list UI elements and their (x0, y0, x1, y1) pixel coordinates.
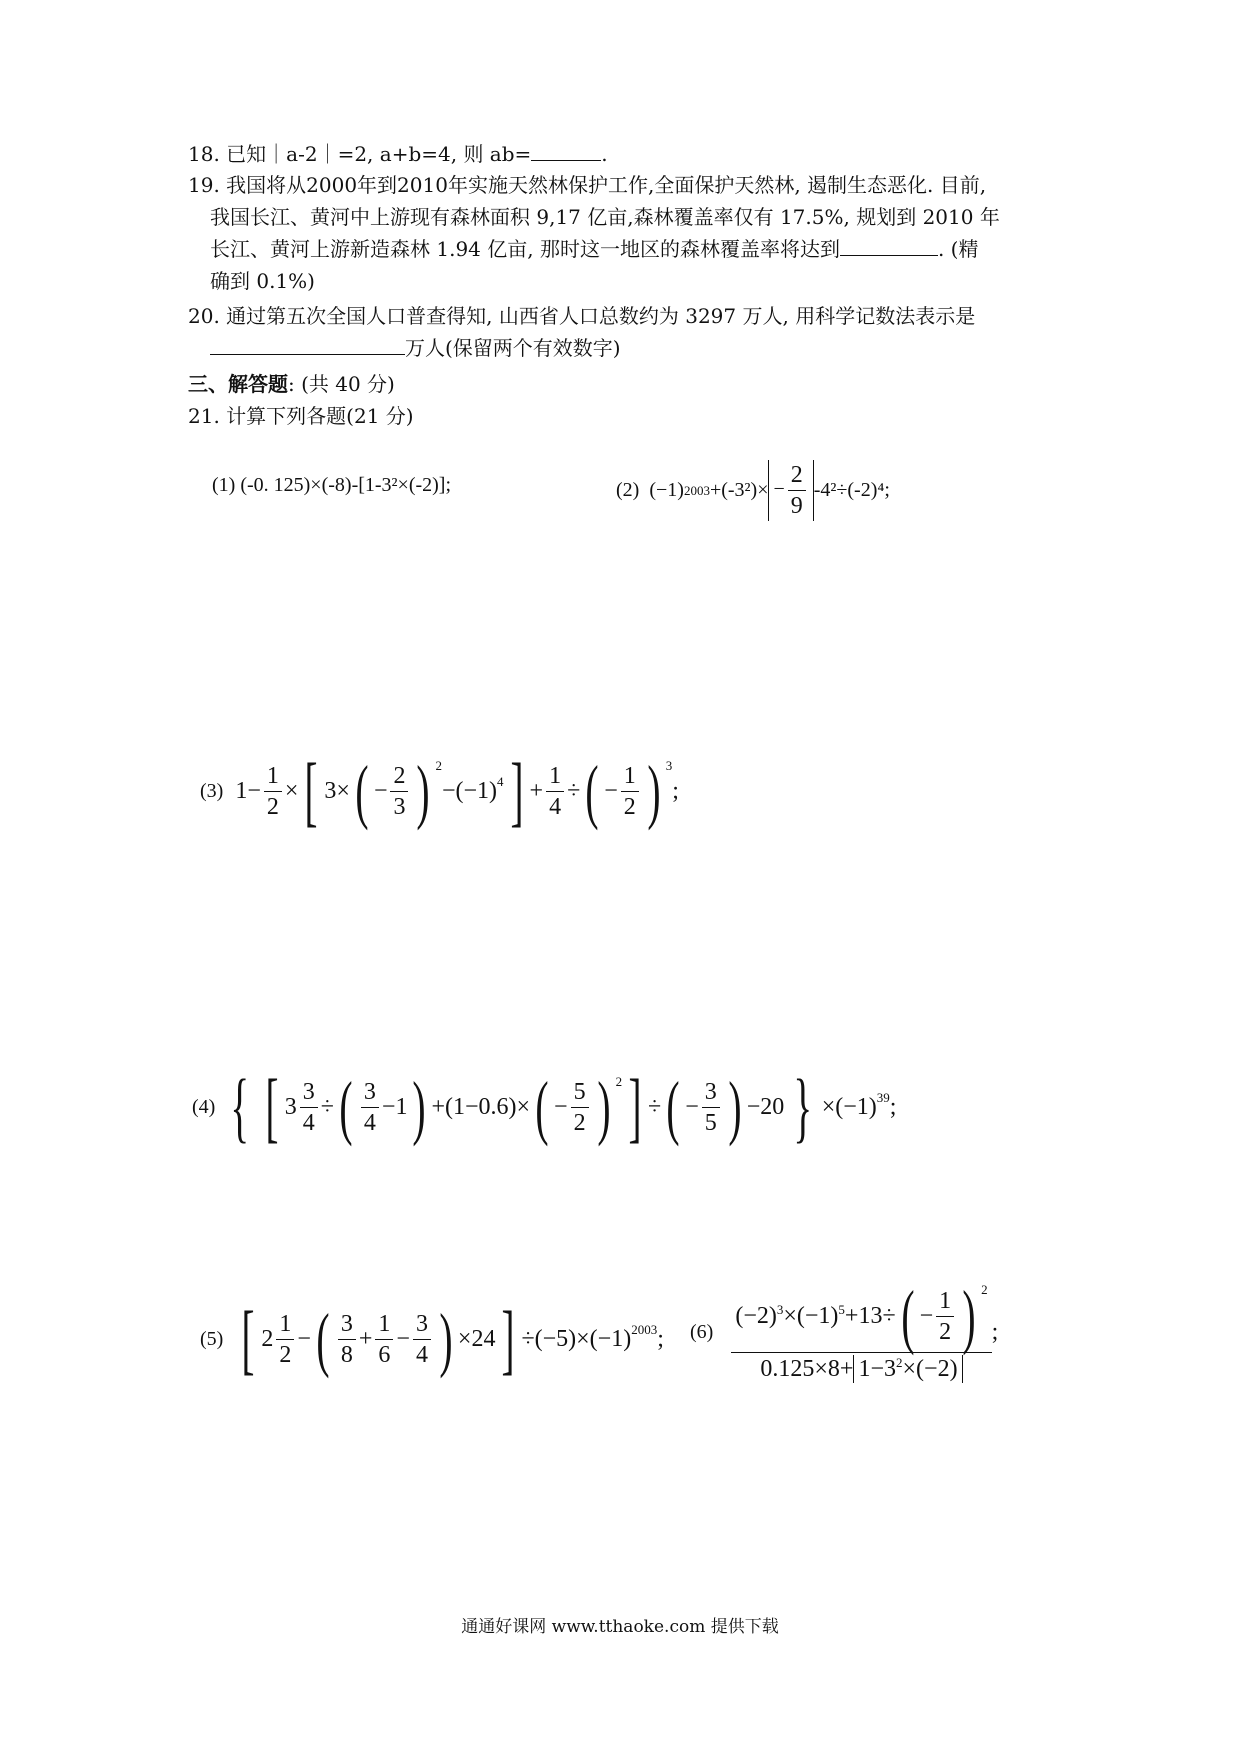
frac-num: 5 (571, 1077, 589, 1108)
problem-3-inner-1: 3× (324, 777, 350, 804)
exponent: 2 (896, 1355, 903, 1370)
left-paren: ( (901, 1276, 915, 1356)
problem-2-part-a: (−1) (649, 479, 684, 501)
exponent: 2003 (631, 1322, 658, 1337)
divide-sign: ÷ (567, 777, 581, 804)
left-bracket: [ (304, 747, 318, 834)
frac-num: 3 (702, 1077, 720, 1108)
q18-text: 18. 已知｜a-2｜=2, a+b=4, 则 ab= (188, 142, 532, 166)
minus-sign: − (396, 1325, 410, 1352)
left-brace: { (230, 1063, 250, 1150)
q18-end: . (601, 142, 608, 166)
problem-1-label: (1) (212, 474, 236, 496)
problem-4-tail: ×(−1) (821, 1093, 877, 1120)
numerator-part-a: (−2) (735, 1302, 777, 1329)
right-paren: ) (416, 751, 431, 831)
problem-1 (212, 474, 451, 497)
q19-line3-end: . (精 (937, 237, 979, 261)
frac-den: 2 (266, 793, 279, 820)
problem-3-label: (3) (200, 779, 224, 802)
big-fraction-numerator: (−2) $^3$ ×(−1) $^5$ +13÷ ( − $\frac{1}{2}$ ) $^2$ (731, 1280, 991, 1353)
exponent: 3 (665, 758, 673, 773)
problem-2 (616, 460, 890, 521)
problem-1-expr: (-0. 125)×(-8)-[1-3²×(-2)]; (240, 474, 452, 496)
frac-den: 4 (549, 793, 562, 820)
numerator-part-c: +13÷ (844, 1302, 896, 1329)
minus-twenty: −20 (746, 1093, 785, 1120)
problem-2-label: (2) (616, 479, 640, 501)
left-paren: ( (316, 1299, 330, 1379)
frac-den: 3 (393, 793, 406, 820)
page-footer: 通通好课网 www.tthaoke.com 提供下载 (461, 1617, 779, 1637)
right-paren: ) (728, 1067, 742, 1147)
q19-line4: 确到 0.1%) (210, 269, 315, 293)
right-paren: ) (962, 1276, 976, 1356)
exponent: 2 (615, 1074, 623, 1089)
right-paren: ) (439, 1299, 453, 1379)
right-paren: ) (412, 1067, 427, 1147)
frac-num: 1 (375, 1309, 393, 1340)
left-paren: ( (535, 1067, 549, 1147)
frac-num: 1 (936, 1286, 954, 1317)
right-bracket: ] (510, 747, 524, 834)
problem-6-label: (6) (690, 1321, 714, 1343)
bracket-group (853, 1355, 962, 1383)
right-brace: } (793, 1063, 813, 1150)
exponent: 2 (981, 1282, 988, 1297)
left-bracket: [ (241, 1295, 255, 1382)
frac-num: 3 (413, 1309, 431, 1340)
frac-num: 1 (546, 761, 564, 792)
right-bracket: ] (501, 1295, 515, 1382)
frac-den: 5 (704, 1109, 717, 1136)
question-21-title: 21. 计算下列各题(21 分) (188, 404, 414, 428)
q20-line1: 20. 通过第五次全国人口普查得知, 山西省人口总数约为 3297 万人, 用科学记数法表示是 (188, 304, 976, 328)
problem-5-label: (5) (200, 1327, 224, 1350)
frac-num: 1 (264, 761, 282, 792)
big-fraction (731, 1276, 991, 1385)
problem-2-part-b: +(-3²)× (709, 479, 769, 501)
minus-sign: − (297, 1325, 311, 1352)
q19-line2: 我国长江、黄河中上游现有森林面积 9,17 亿亩,森林覆盖率仅有 17.5%, 规划到 2010 年 (210, 205, 1000, 229)
exponent: 5 (838, 1302, 845, 1317)
section-3-heading (188, 368, 395, 400)
frac-den: 4 (415, 1341, 428, 1368)
frac-num: 1 (621, 761, 639, 792)
section-3-title: 三、解答题 (188, 372, 288, 396)
frac-num: 3 (300, 1077, 318, 1108)
exponent: 39 (876, 1090, 890, 1105)
frac-num: 3 (361, 1077, 379, 1108)
exponent: 3 (776, 1302, 784, 1317)
left-bracket: [ (265, 1063, 279, 1150)
q19-answer-blank (840, 233, 938, 256)
right-paren: ) (596, 1067, 611, 1147)
exponent: 4 (497, 774, 504, 789)
frac-den: 2 (623, 793, 636, 820)
q20-line2-text: 万人(保留两个有效数字) (405, 336, 621, 360)
q19-line1: 19. 我国将从2000年到2010年实施天然林保护工作,全面保护天然林, 遏制生态恶化. 目前, (188, 173, 987, 197)
problem-4-mid: +(1−0.6)× (431, 1093, 531, 1120)
exponent: 2 (435, 758, 442, 773)
right-bracket: ] (628, 1063, 642, 1150)
denominator-part-c: ×(−2) (902, 1356, 958, 1382)
times-sign: × (284, 777, 299, 804)
plus-sign: + (358, 1325, 373, 1352)
frac-den: 2 (573, 1109, 586, 1136)
problem-5-tail: ÷(−5)×(−1) (521, 1325, 632, 1352)
problem-4: (4) { [ 3 $\frac{3}{4}$ ÷ ( $\frac{3}{4}$ −1 ) +(1−0.6)× ( − $\frac{5}{2}$ ) $^2$ ] ÷ ( − $\frac{3}{5}$ ) −20 } ×(−1) $^{39}$ ; (192, 1063, 897, 1150)
section-3-score: : (共 40 分) (288, 372, 395, 396)
problem-6 (690, 1276, 999, 1385)
plus-sign: + (529, 777, 544, 804)
frac-den: 2 (279, 1341, 292, 1368)
times-24: ×24 (457, 1325, 496, 1352)
q18-answer-blank (531, 138, 601, 161)
left-paren: ( (355, 751, 369, 831)
left-paren: ( (666, 1067, 680, 1147)
problem-5 (200, 1295, 664, 1382)
numerator-part-b: ×(−1) (783, 1302, 839, 1329)
frac-den: 4 (302, 1109, 315, 1136)
frac-num: 2 (788, 460, 806, 491)
frac-den: 4 (363, 1109, 376, 1136)
big-fraction-denominator (756, 1353, 966, 1385)
mixed-whole: 2 (261, 1325, 274, 1352)
left-paren: ( (585, 751, 599, 831)
problem-4-label: (4) (192, 1095, 216, 1118)
problem-3-lead: 1− (235, 777, 261, 804)
frac-den: 8 (340, 1341, 353, 1368)
frac-num: 1 (276, 1309, 294, 1340)
q20-answer-blank (210, 332, 405, 355)
semicolon: ; (672, 777, 679, 804)
minus-one: −1 (381, 1093, 408, 1120)
problem-2-part-c: -4²÷(-2)⁴; (813, 479, 890, 501)
frac-den: 2 (939, 1318, 952, 1345)
frac-num: 3 (338, 1309, 356, 1340)
q19-line3-text: 长江、黄河上游新造森林 1.94 亿亩, 那时这一地区的森林覆盖率将达到 (210, 237, 840, 261)
mixed-whole: 3 (284, 1093, 297, 1120)
denominator-part-a: 0.125×8+ (760, 1355, 854, 1382)
problem-2-exp-a: 2003 (683, 482, 710, 498)
semicolon: ; (657, 1325, 664, 1352)
abs-value-bars: − $\frac{2}{9}$ (768, 460, 813, 521)
problem-3: (3) 1− $\frac{1}{2}$ × [ 3× ( − $\frac{2}{3}$ ) $^2$ −(−1) $^4$ ] + $\frac{1}{4}$ ÷ ( − $\frac{1}{2}$ ) $^3$ ; (200, 747, 679, 834)
semicolon: ; (889, 1093, 897, 1120)
frac-den: 9 (790, 493, 803, 519)
problem-3-inner-2: −(−1) (441, 777, 498, 804)
denominator-part-b: 1−3 (858, 1356, 897, 1382)
frac-num: 2 (390, 761, 408, 792)
q20-line2 (210, 332, 621, 364)
question-18 (188, 138, 608, 170)
right-paren: ) (647, 751, 661, 831)
q19-line3 (210, 233, 979, 265)
divide-sign: ÷ (648, 1093, 662, 1120)
left-paren: ( (339, 1067, 353, 1147)
frac-den: 6 (378, 1341, 391, 1368)
semicolon: ; (991, 1319, 999, 1345)
divide-sign: ÷ (320, 1093, 334, 1120)
